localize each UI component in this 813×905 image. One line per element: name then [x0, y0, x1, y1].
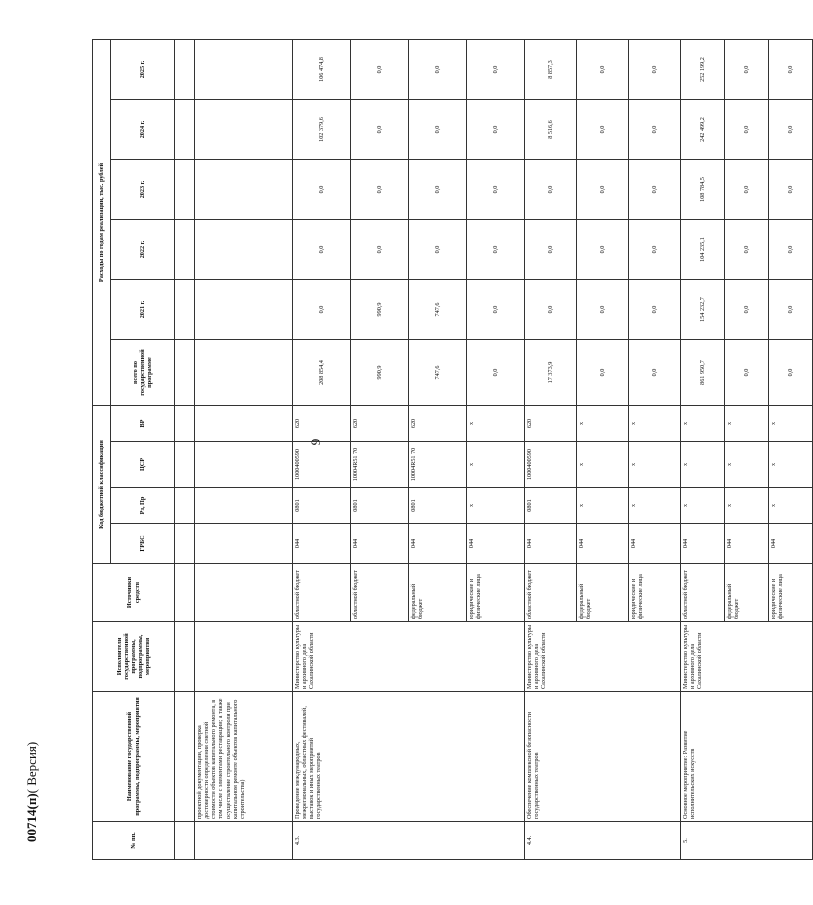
document-footer: [24, 662, 44, 842]
rzpr-code: x: [577, 488, 629, 524]
table-row: [681, 39, 725, 859]
value-2023: 0,0: [577, 160, 629, 220]
grbs-code: 044: [577, 524, 629, 564]
grbs-code: 044: [409, 524, 467, 564]
value-2025: 8 857,3: [525, 39, 577, 99]
measure-executor: Министерство культуры и архивного дела Сахалинской области: [293, 622, 525, 692]
measure-name: Основное мероприятие: Развитие исполнительских искусств: [681, 692, 813, 822]
header-num: № пп.: [93, 822, 175, 860]
header-csr: ЦСР: [111, 442, 175, 488]
total-value: 0,0: [467, 340, 525, 406]
value-2024: 0,0: [629, 100, 681, 160]
value-2024: 0,0: [725, 100, 769, 160]
value-2024: 102 379,6: [293, 100, 351, 160]
header-executor: Исполнители государственной программы, подпрограммы, мероприятия: [93, 622, 175, 692]
value-2024: 0,0: [351, 100, 409, 160]
grbs-code: 044: [293, 524, 351, 564]
csr-code: x: [467, 442, 525, 488]
vr-code: 620: [409, 406, 467, 442]
value-2021: 0,0: [629, 280, 681, 340]
funding-source: областной бюджет: [525, 564, 577, 622]
footer-code: 00714(п): [24, 793, 39, 842]
program-table: [92, 39, 813, 860]
csr-code: 1000400590: [525, 442, 577, 488]
value-2021: 154 232,7: [681, 280, 725, 340]
csr-code: x: [769, 442, 813, 488]
value-2021: 0,0: [725, 280, 769, 340]
value-2022: 0,0: [351, 220, 409, 280]
grbs-code: 044: [725, 524, 769, 564]
value-2024: 242 499,2: [681, 100, 725, 160]
value-2023: 0,0: [409, 160, 467, 220]
continuation-text: проектной документации, проверка достоверности определения сметной стоимости объектов капитального ремонта, в том числе с элементами реставрации; а также осуществление строительного контроля при капитальном ремонте объектов капитального строительства): [195, 692, 293, 822]
table-row: [293, 39, 351, 859]
rotated-table-container: [92, 40, 794, 860]
row-number: 4.3.: [293, 822, 525, 860]
funding-source: юридические и физические лица: [467, 564, 525, 622]
csr-code: 10004R51 70: [409, 442, 467, 488]
value-2022: 0,0: [629, 220, 681, 280]
vr-code: 620: [351, 406, 409, 442]
vr-code: x: [725, 406, 769, 442]
value-2024: 8 516,6: [525, 100, 577, 160]
csr-code: x: [725, 442, 769, 488]
value-2022: 0,0: [409, 220, 467, 280]
grbs-code: 044: [525, 524, 577, 564]
header-2024: 2024 г.: [111, 100, 175, 160]
vr-code: x: [467, 406, 525, 442]
footer-version: ( Версия): [24, 741, 39, 794]
value-2023: 0,0: [293, 160, 351, 220]
header-2023: 2023 г.: [111, 160, 175, 220]
header-2022: 2022 г.: [111, 220, 175, 280]
funding-source: областной бюджет: [681, 564, 725, 622]
table-row: [525, 39, 577, 859]
rzpr-code: x: [467, 488, 525, 524]
value-2024: 0,0: [769, 100, 813, 160]
header-2021: 2021 г.: [111, 280, 175, 340]
rzpr-code: x: [629, 488, 681, 524]
funding-source: юридические и физические лица: [769, 564, 813, 622]
value-2021: 0,0: [577, 280, 629, 340]
value-2022: 104 235,1: [681, 220, 725, 280]
value-2021: 0,0: [467, 280, 525, 340]
value-2025: 252 199,2: [681, 39, 725, 99]
value-2025: 0,0: [351, 39, 409, 99]
value-2025: 0,0: [725, 39, 769, 99]
value-2021: 0,0: [293, 280, 351, 340]
page-number: 9: [308, 438, 323, 446]
rzpr-code: 0801: [409, 488, 467, 524]
value-2025: 106 474,8: [293, 39, 351, 99]
csr-code: x: [577, 442, 629, 488]
value-2022: 0,0: [577, 220, 629, 280]
grbs-code: 044: [769, 524, 813, 564]
rzpr-code: x: [725, 488, 769, 524]
rzpr-code: 0801: [351, 488, 409, 524]
total-value: 0,0: [769, 340, 813, 406]
total-value: 0,0: [725, 340, 769, 406]
value-2021: 990,9: [351, 280, 409, 340]
grbs-code: 044: [629, 524, 681, 564]
measure-executor: Министерство культуры и архивного дела Сахалинской области: [525, 622, 681, 692]
funding-source: федеральный бюджет: [409, 564, 467, 622]
value-2024: 0,0: [577, 100, 629, 160]
value-2023: 108 784,5: [681, 160, 725, 220]
value-2023: 0,0: [467, 160, 525, 220]
vr-code: x: [629, 406, 681, 442]
column-numbers-row: [175, 39, 195, 859]
header-total: всего по государственной программе: [111, 340, 175, 406]
value-2021: 0,0: [769, 280, 813, 340]
measure-executor: Министерство культуры и архивного дела Сахалинской области: [681, 622, 813, 692]
total-value: 990,9: [351, 340, 409, 406]
total-value: 861 950,7: [681, 340, 725, 406]
funding-source: федеральный бюджет: [577, 564, 629, 622]
continuation-row: [195, 39, 293, 859]
funding-source: областной бюджет: [293, 564, 351, 622]
value-2024: 0,0: [467, 100, 525, 160]
value-2022: 0,0: [525, 220, 577, 280]
value-2023: 0,0: [725, 160, 769, 220]
row-number: 5.: [681, 822, 813, 860]
grbs-code: 044: [681, 524, 725, 564]
funding-source: федеральный бюджет: [725, 564, 769, 622]
rzpr-code: x: [769, 488, 813, 524]
value-2025: 0,0: [577, 39, 629, 99]
header-2025: 2025 г.: [111, 39, 175, 99]
header-grbs: ГРБС: [111, 524, 175, 564]
value-2025: 0,0: [467, 39, 525, 99]
grbs-code: 044: [351, 524, 409, 564]
total-value: 208 854,4: [293, 340, 351, 406]
vr-code: 620: [525, 406, 577, 442]
grbs-code: 044: [467, 524, 525, 564]
value-2021: 0,0: [525, 280, 577, 340]
value-2023: 0,0: [351, 160, 409, 220]
measure-name: Обеспечение комплексной безопасности государственных театров: [525, 692, 681, 822]
csr-code: x: [681, 442, 725, 488]
value-2025: 0,0: [769, 39, 813, 99]
header-name: Наименование государственной программы, подпрограммы, мероприятия: [93, 692, 175, 822]
value-2023: 0,0: [629, 160, 681, 220]
csr-code: 1000400590: [293, 442, 351, 488]
header-vr: ВР: [111, 406, 175, 442]
value-2025: 0,0: [409, 39, 467, 99]
value-2022: 0,0: [769, 220, 813, 280]
vr-code: x: [577, 406, 629, 442]
vr-code: 620: [293, 406, 351, 442]
value-2025: 0,0: [629, 39, 681, 99]
header-budget-class: Код бюджетной классификации: [93, 406, 111, 564]
vr-code: x: [769, 406, 813, 442]
value-2022: 0,0: [467, 220, 525, 280]
total-value: 17 373,9: [525, 340, 577, 406]
rzpr-code: x: [681, 488, 725, 524]
value-2024: 0,0: [409, 100, 467, 160]
total-value: 0,0: [629, 340, 681, 406]
total-value: 747,6: [409, 340, 467, 406]
value-2022: 0,0: [725, 220, 769, 280]
row-number: 4.4.: [525, 822, 681, 860]
rzpr-code: 0801: [525, 488, 577, 524]
value-2022: 0,0: [293, 220, 351, 280]
csr-code: 10004R51 70: [351, 442, 409, 488]
funding-source: юридические и физические лица: [629, 564, 681, 622]
header-rzpr: Рз, Пр: [111, 488, 175, 524]
funding-source: областной бюджет: [351, 564, 409, 622]
rzpr-code: 0801: [293, 488, 351, 524]
value-2023: 0,0: [769, 160, 813, 220]
total-value: 0,0: [577, 340, 629, 406]
csr-code: x: [629, 442, 681, 488]
value-2021: 747,6: [409, 280, 467, 340]
vr-code: x: [681, 406, 725, 442]
value-2023: 0,0: [525, 160, 577, 220]
header-source: Источники средств: [93, 564, 175, 622]
header-expenses: Расходы по годам реализации, тыс. рублей: [93, 39, 111, 405]
measure-name: Проведение международных, межрегиональных, областных фестивалей, выставок и иных мероприятий государственных театров: [293, 692, 525, 822]
